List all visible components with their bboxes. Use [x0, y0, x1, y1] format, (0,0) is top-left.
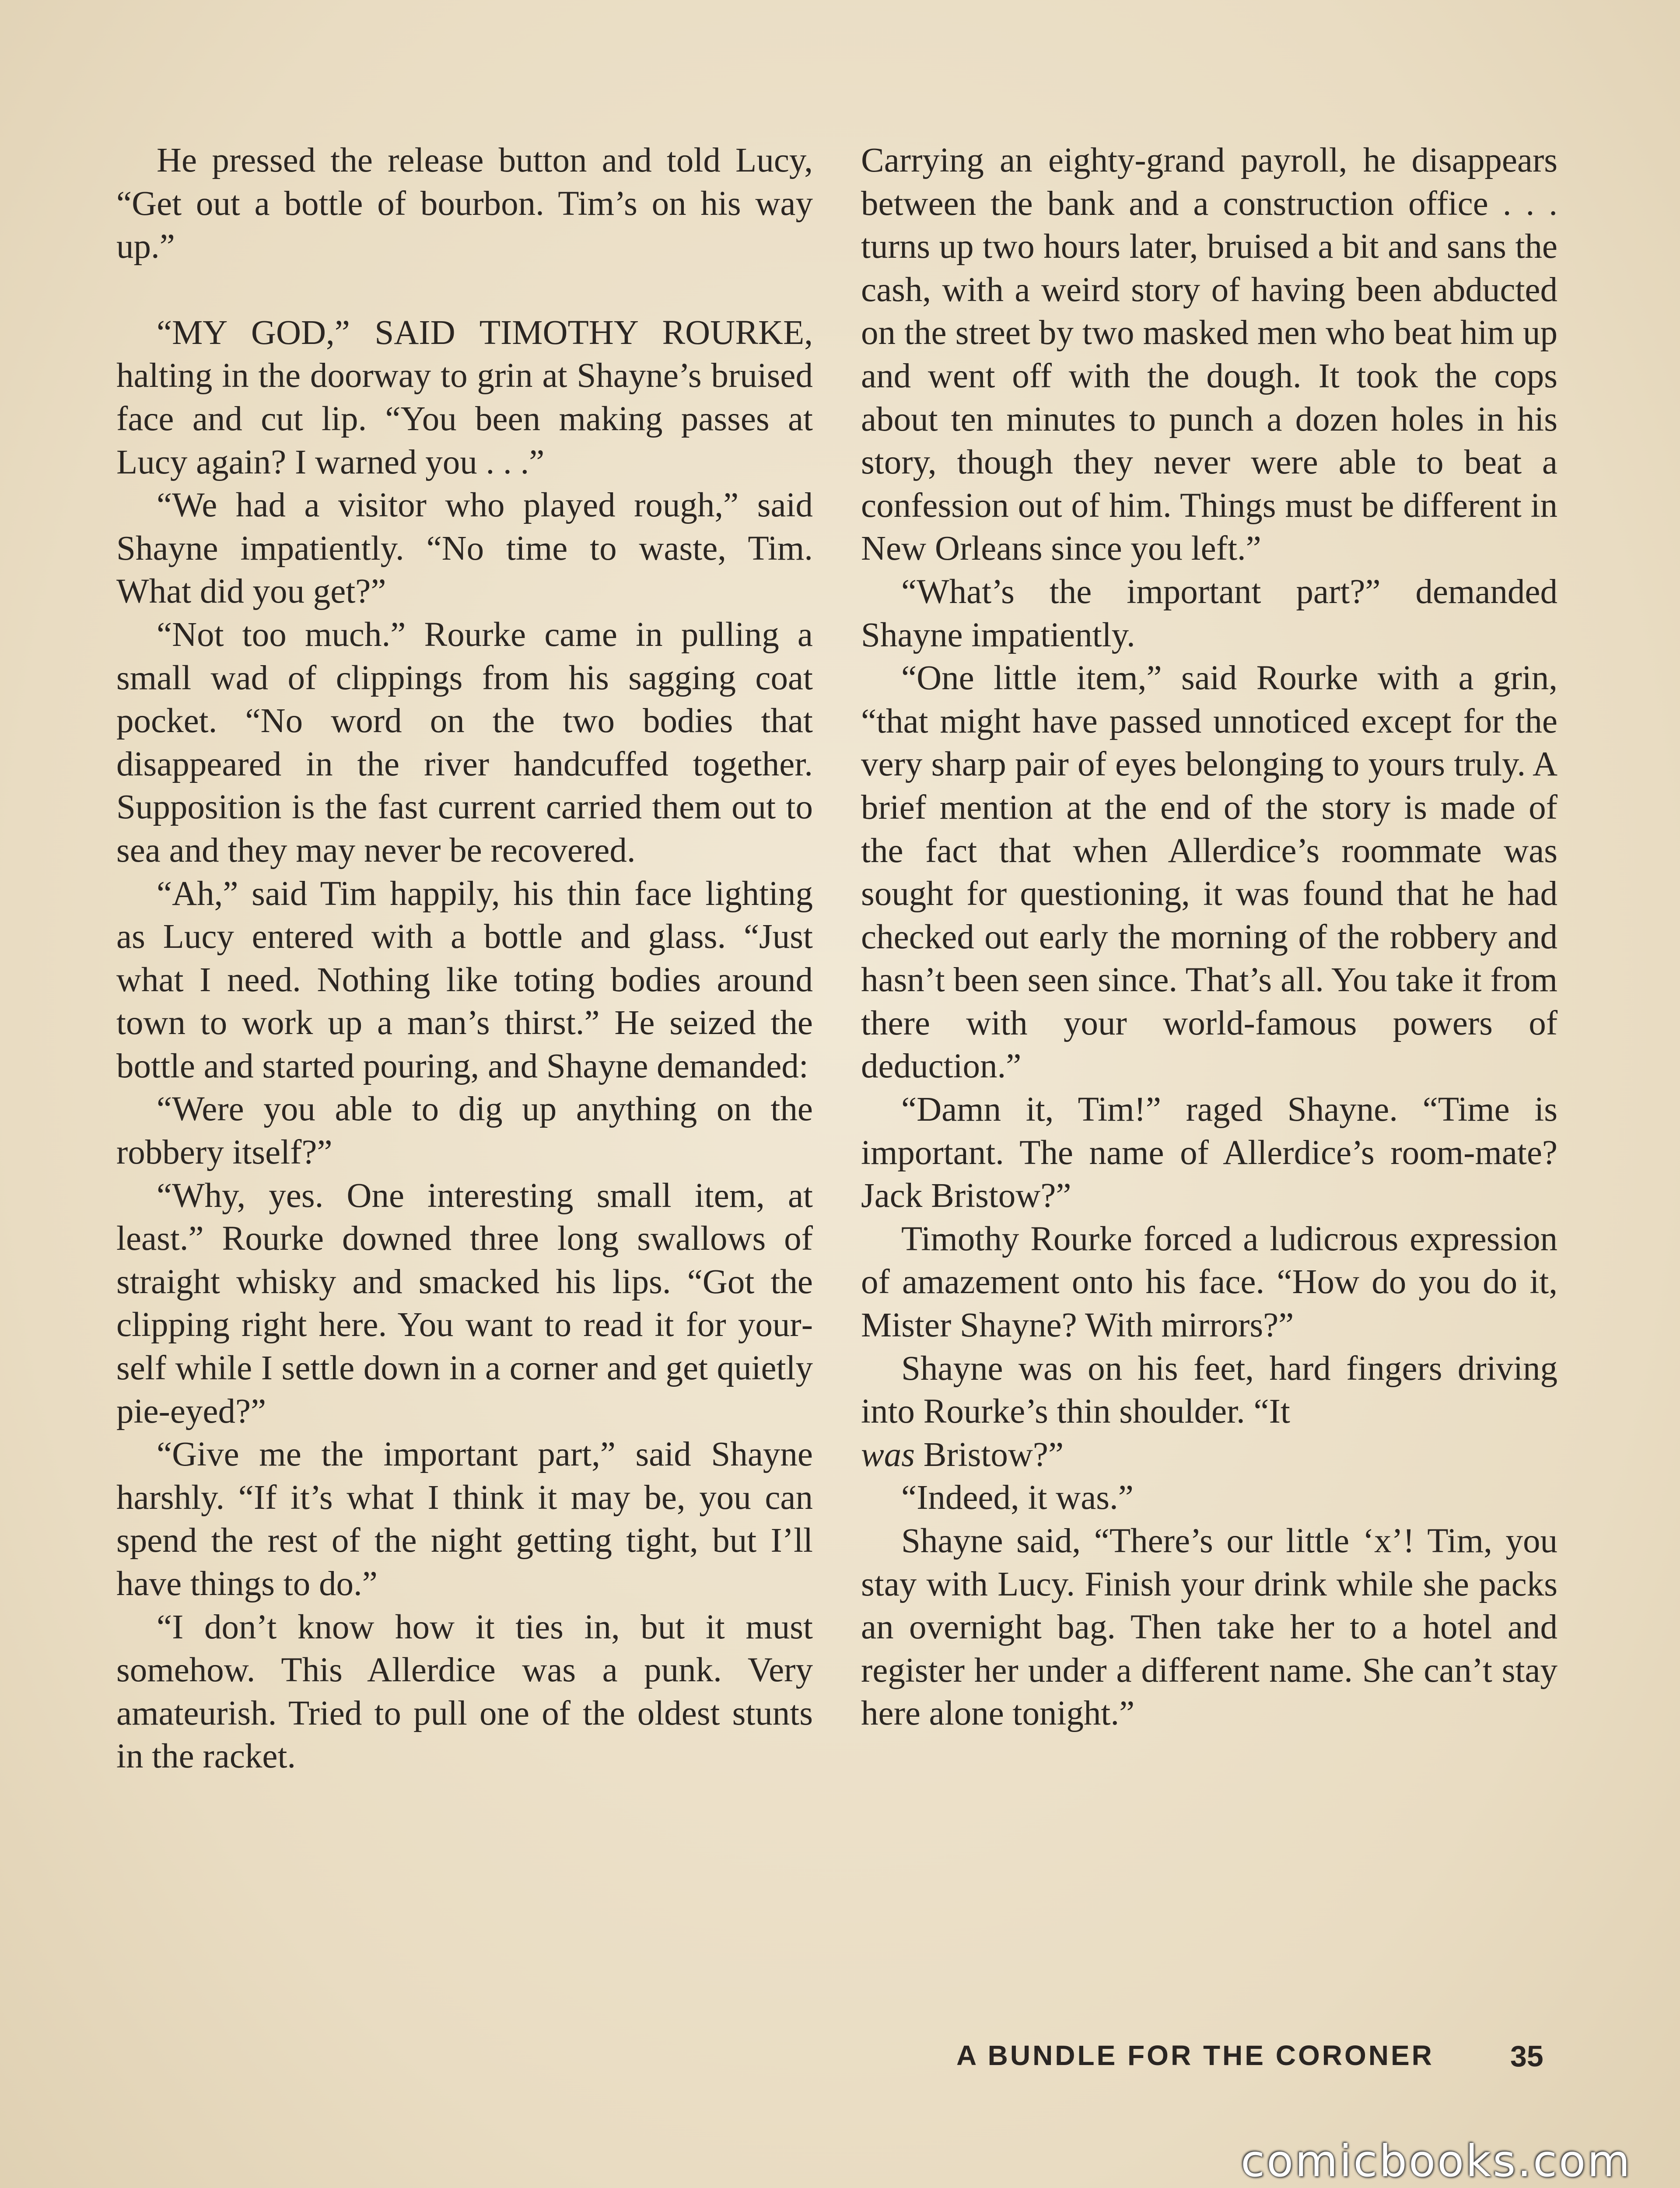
paragraph: [861, 1347, 1558, 1477]
paragraph: Shayne said, “There’s our little ‘x’! Tim, you stay with Lucy. Finish your drink while she packs an overnight bag. Then take her to a hotel and register her under a different name. She can’t stay here alone tonight.”: [861, 1522, 1558, 1733]
paragraph: “Damn it, Tim!” raged Shayne. “Time is important. The name of Allerdice’s room-mate? Jack Bristow?”: [861, 1090, 1558, 1215]
paragraph: “I don’t know how it ties in, but it must somehow. This Allerdice was a punk. Very amateurish. Tried to pull one of the oldest stunts in the racket.: [116, 1608, 813, 1776]
paragraph: “Give me the important part,” said Shayne harshly. “If it’s what I think it may be, you can spend the rest of the night getting tight, but I’ll have things to do.”: [116, 1435, 813, 1603]
right-text-column: [861, 139, 1558, 1736]
watermark: comicbooks.com: [1241, 2135, 1632, 2187]
paragraph-continued: Carrying an eighty-grand payroll, he disappears between the bank and a construction office . . . turns up two hours later, bruised a bit and sans the cash, with a weird story of having been abducted on the street by two masked men who beat him up and went off with the dough. It took the cops about ten minutes to punch a dozen holes in his story, though they never were able to beat a confession out of him. Things must be different in New Orleans since you left.”: [861, 141, 1558, 568]
paragraph-text: Shayne was on his feet, hard fingers driving into Rourke’s thin shoulder. “It: [861, 1349, 1558, 1431]
paragraph: “What’s the important part?” demanded Shayne impatiently.: [861, 572, 1558, 654]
paragraph: “Ah,” said Tim happily, his thin face lighting as Lucy entered with a bottle and glass. “Just what I need. Nothing like toting bodies around town to work up a man’s thirst.” He seized the bottle and started pouring, and Shayne demanded:: [116, 874, 813, 1085]
paragraph: “We had a visitor who played rough,” said Shayne impatiently. “No time to waste, Tim. What did you get?”: [116, 486, 813, 611]
paragraph: “Why, yes. One interesting small item, at least.” Rourke downed three long swallows of straight whisky and smacked his lips. “Got the clipping right here. You want to read it for yourself while I settle down in a corner and get quietly pie-eyed?”: [116, 1176, 813, 1431]
paragraph: He pressed the release button and told Lucy, “Get out a bottle of bourbon. Tim’s on his way up.”: [116, 141, 813, 266]
paragraph: “Not too much.” Rourke came in pulling a small wad of clippings from his sagging coat pocket. “No word on the two bodies that disappeared in the river handcuffed together. Supposition is the fast current carried them out to sea and they may never be recovered.: [116, 615, 813, 870]
paragraph: “Were you able to dig up anything on the robbery itself?”: [116, 1090, 813, 1172]
running-footer-title: A BUNDLE FOR THE CORONER: [956, 2040, 1434, 2071]
paragraph-text-tail: Bristow?”: [914, 1435, 1064, 1474]
paragraph: “MY GOD,” SAID TIMOTHY ROURKE, halting in the doorway to grin at Shayne’s bruised face and cut lip. “You been making passes at Lucy again? I warned you . . .”: [116, 313, 813, 481]
paragraph: “One little item,” said Rourke with a grin, “that might have passed unnoticed except for the very sharp pair of eyes belonging to yours truly. A brief mention at the end of the story is made of the fact that when Allerdice’s roommate was sought for questioning, it was found that he had checked out early the morning of the robbery and hasn’t been seen since. That’s all. You take it from there with your world-famous powers of deduction.”: [861, 659, 1558, 1086]
italic-emphasis: was: [861, 1435, 915, 1474]
section-break: [116, 269, 813, 312]
paragraph: Timothy Rourke forced a ludicrous expression of amazement onto his face. “How do you do it, Mister Shayne? With mirrors?”: [861, 1220, 1558, 1345]
left-text-column: [116, 139, 813, 1778]
page-number: 35: [1510, 2040, 1544, 2073]
paragraph: “Indeed, it was.”: [901, 1479, 1134, 1517]
